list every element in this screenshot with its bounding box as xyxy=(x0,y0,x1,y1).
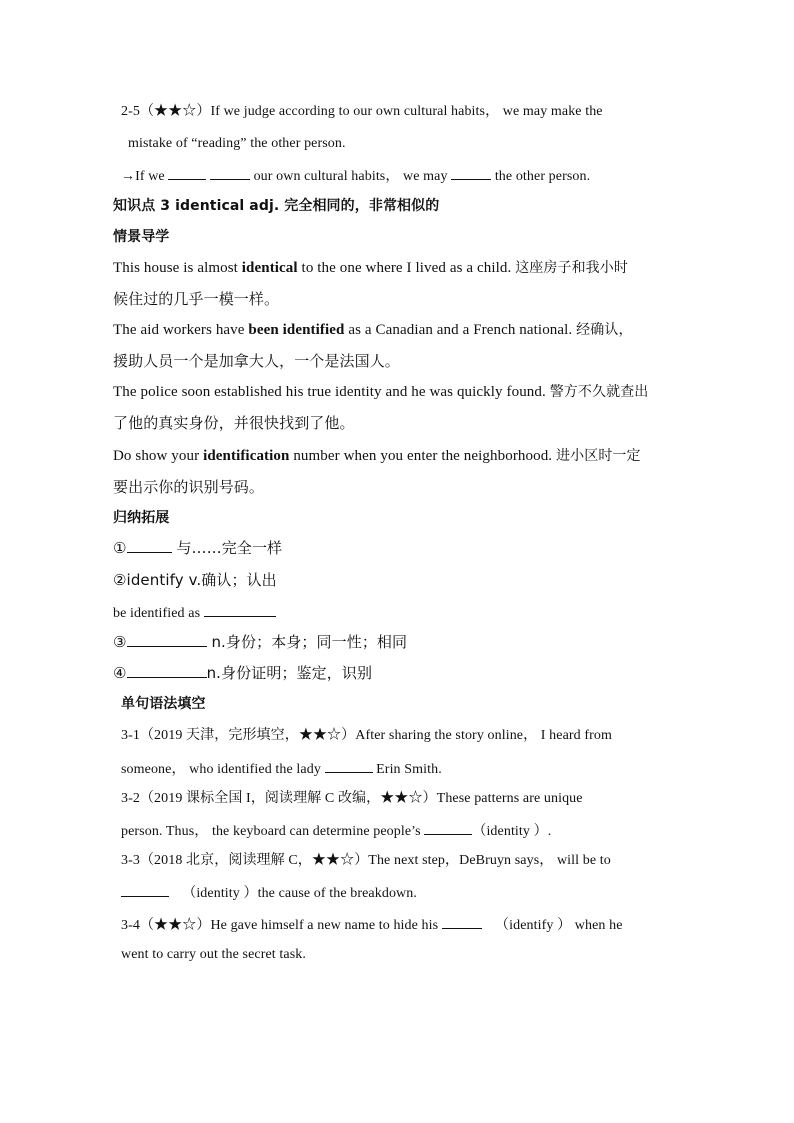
question-text: 3-4（★★☆）He gave himself a new name to hide his xyxy=(121,918,439,933)
answer-blank[interactable] xyxy=(442,914,482,929)
example-text: number when you enter the neighborhood. xyxy=(293,448,553,464)
question-2-5-line1: 2-5（★★☆）If we judge according to our own cultural habits， we may make the xyxy=(121,104,603,119)
answer-blank[interactable] xyxy=(127,663,207,678)
summary-item-3 xyxy=(113,632,407,652)
answer-blank[interactable] xyxy=(451,165,491,180)
item-number: ④ xyxy=(113,664,127,682)
question-2-5-rewrite xyxy=(121,165,590,187)
item-number: ③ xyxy=(113,633,127,651)
question-text: （identify ） when he xyxy=(495,918,623,933)
example-3-translation: 了他的真实身份，并很快找到了他。 xyxy=(113,414,355,432)
example-translation: 经确认， xyxy=(576,322,633,338)
knowledge-point-title: 知识点 3 identical adj. 完全相同的，非常相似的 xyxy=(113,198,440,214)
summary-item-1 xyxy=(113,538,282,558)
answer-blank[interactable] xyxy=(121,882,169,897)
item-text: be identified as xyxy=(113,606,201,621)
rewrite-suffix: the other person. xyxy=(494,169,591,184)
item-text: 与……完全一样 xyxy=(176,539,283,557)
question-text: Erin Smith. xyxy=(376,762,442,777)
answer-blank[interactable] xyxy=(424,820,472,835)
example-text: This house is almost xyxy=(113,260,238,276)
example-keyword: identical xyxy=(241,260,298,276)
question-text: （identity ）. xyxy=(472,824,552,839)
item-text: n.身份证明；鉴定，识别 xyxy=(206,664,373,682)
example-1-translation: 候住过的几乎一模一样。 xyxy=(113,290,280,308)
section-heading-summary: 归纳拓展 xyxy=(113,510,170,526)
answer-blank[interactable] xyxy=(210,165,250,180)
question-3-3-line1: 3-3（2018 北京，阅读理解 C，★★☆）The next step，DeBruyn says， will be to xyxy=(121,853,611,868)
example-1 xyxy=(113,258,628,278)
question-3-4-line2: went to carry out the secret task. xyxy=(121,947,306,962)
question-3-4-line1 xyxy=(121,914,623,936)
answer-blank[interactable] xyxy=(127,632,207,647)
section-heading-intro: 情景导学 xyxy=(113,229,170,245)
example-4 xyxy=(113,446,641,466)
item-number: ① xyxy=(113,539,127,557)
summary-item-2b xyxy=(113,602,276,624)
example-2 xyxy=(113,320,633,340)
answer-blank[interactable] xyxy=(325,758,373,773)
example-translation: 警方不久就查出 xyxy=(549,384,649,400)
question-3-3-line2 xyxy=(121,882,417,904)
rewrite-middle: our own cultural habits， we may xyxy=(253,169,448,184)
example-3 xyxy=(113,382,648,402)
question-3-2-line1: 3-2（2019 课标全国 I，阅读理解 C 改编，★★☆）These patterns are unique xyxy=(121,791,583,806)
question-2-5-line2: mistake of “reading” the other person. xyxy=(128,136,346,151)
summary-item-2: ②identify v.确认；认出 xyxy=(113,571,277,589)
question-3-2-line2 xyxy=(121,820,551,842)
example-keyword: been identified xyxy=(248,322,345,338)
example-translation: 进小区时一定 xyxy=(556,448,641,464)
item-text: n.身份；本身；同一性；相同 xyxy=(211,633,408,651)
rewrite-prefix: →If we xyxy=(121,169,165,184)
example-text: The aid workers have xyxy=(113,322,245,338)
question-text: someone， who identified the lady xyxy=(121,762,321,777)
example-translation: 这座房子和我小时 xyxy=(515,260,628,276)
answer-blank[interactable] xyxy=(168,165,206,180)
question-3-1-line1: 3-1（2019 天津，完形填空，★★☆）After sharing the story online， I heard from xyxy=(121,728,612,743)
question-text: （identity ）the cause of the breakdown. xyxy=(182,886,417,901)
example-4-translation: 要出示你的识别号码。 xyxy=(113,478,265,496)
example-2-translation: 援助人员一个是加拿大人，一个是法国人。 xyxy=(113,352,400,370)
example-text: Do show your xyxy=(113,448,200,464)
answer-blank[interactable] xyxy=(204,602,276,617)
example-keyword: identification xyxy=(203,448,290,464)
answer-blank[interactable] xyxy=(127,538,172,553)
question-3-1-line2 xyxy=(121,758,442,780)
example-text: as a Canadian and a French national. xyxy=(348,322,573,338)
summary-item-4 xyxy=(113,663,372,683)
section-heading-grammar: 单句语法填空 xyxy=(121,696,206,712)
example-text: to the one where I lived as a child. xyxy=(301,260,512,276)
question-text: person. Thus， the keyboard can determine people’s xyxy=(121,824,421,839)
example-text: The police soon established his true identity and he was quickly found. xyxy=(113,384,546,400)
